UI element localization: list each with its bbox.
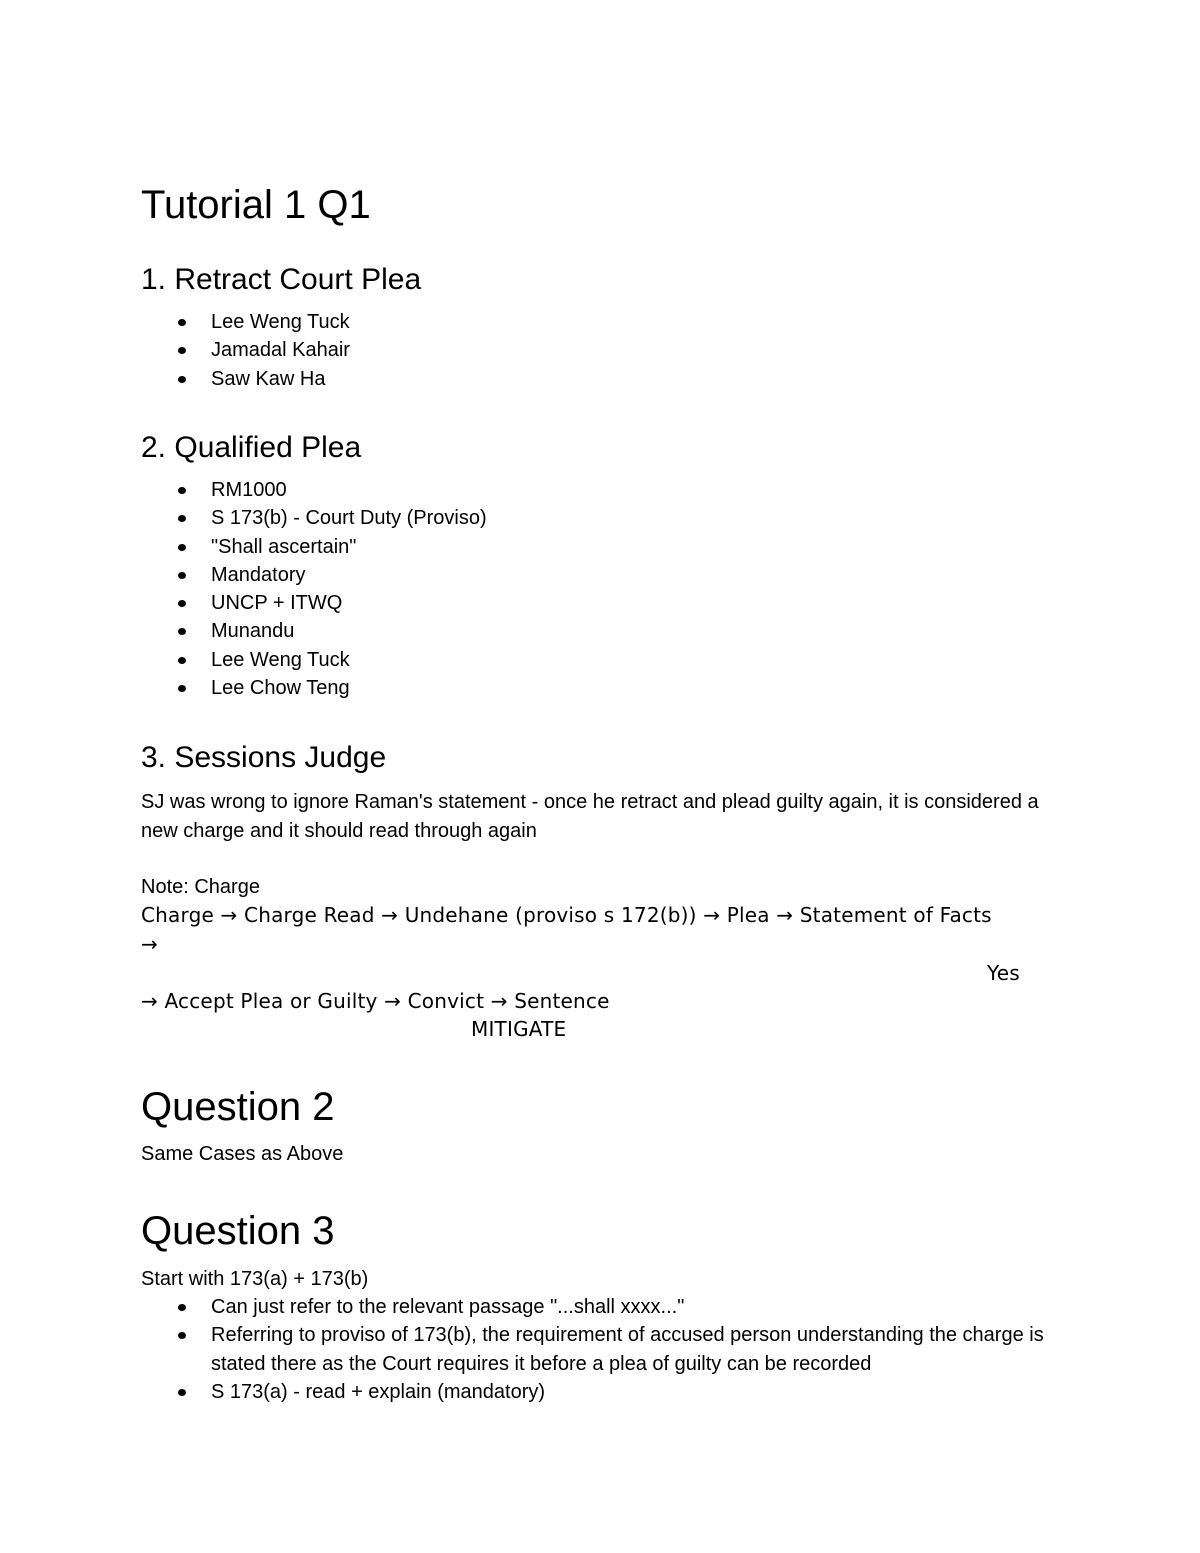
question-2-heading: Question 2 bbox=[141, 1085, 335, 1129]
section-heading-sessions-judge: 3. Sessions Judge bbox=[141, 741, 387, 774]
list-item: S 173(b) - Court Duty (Proviso) bbox=[141, 504, 487, 532]
page-title: Tutorial 1 Q1 bbox=[141, 183, 371, 227]
question-3-heading: Question 3 bbox=[141, 1209, 335, 1253]
list-item: Lee Weng Tuck bbox=[141, 308, 350, 336]
qualified-plea-list bbox=[141, 476, 487, 702]
list-item: Lee Chow Teng bbox=[141, 674, 487, 702]
section-heading-retract-court-plea: 1. Retract Court Plea bbox=[141, 263, 422, 296]
retract-plea-case-list bbox=[141, 308, 350, 393]
procedure-flow-line-1: Charge → Charge Read → Undehane (proviso s 172(b)) → Plea → Statement of Facts bbox=[141, 903, 992, 927]
procedure-flow-arrow: → bbox=[141, 932, 158, 956]
question-3-list bbox=[141, 1293, 1051, 1406]
list-item: Referring to proviso of 173(b), the requirement of accused person understanding the charge is stated there as the Court requires it before a plea of guilty can be recorded bbox=[141, 1321, 1051, 1378]
list-item: Jamadal Kahair bbox=[141, 336, 350, 364]
list-item: Munandu bbox=[141, 617, 487, 645]
list-item: Mandatory bbox=[141, 561, 487, 589]
sessions-judge-paragraph: SJ was wrong to ignore Raman's statement - once he retract and plead guilty again, it is considered a new charge and it should read through again bbox=[141, 791, 1039, 842]
question-2-text: Same Cases as Above bbox=[141, 1143, 344, 1165]
list-item: S 173(a) - read + explain (mandatory) bbox=[141, 1378, 1051, 1406]
list-item: Saw Kaw Ha bbox=[141, 365, 350, 393]
section-heading-qualified-plea: 2. Qualified Plea bbox=[141, 431, 362, 464]
list-item: "Shall ascertain" bbox=[141, 533, 487, 561]
list-item: Can just refer to the relevant passage "...shall xxxx..." bbox=[141, 1293, 1051, 1321]
question-3-intro: Start with 173(a) + 173(b) bbox=[141, 1268, 369, 1290]
procedure-flow-line-2: → Accept Plea or Guilty → Convict → Sentence bbox=[141, 989, 610, 1013]
list-item: RM1000 bbox=[141, 476, 487, 504]
procedure-flow-yes: Yes bbox=[987, 961, 1020, 985]
note-label: Note: Charge bbox=[141, 876, 260, 898]
list-item: Lee Weng Tuck bbox=[141, 646, 487, 674]
list-item: UNCP + ITWQ bbox=[141, 589, 487, 617]
procedure-flow-mitigate: MITIGATE bbox=[471, 1017, 567, 1041]
